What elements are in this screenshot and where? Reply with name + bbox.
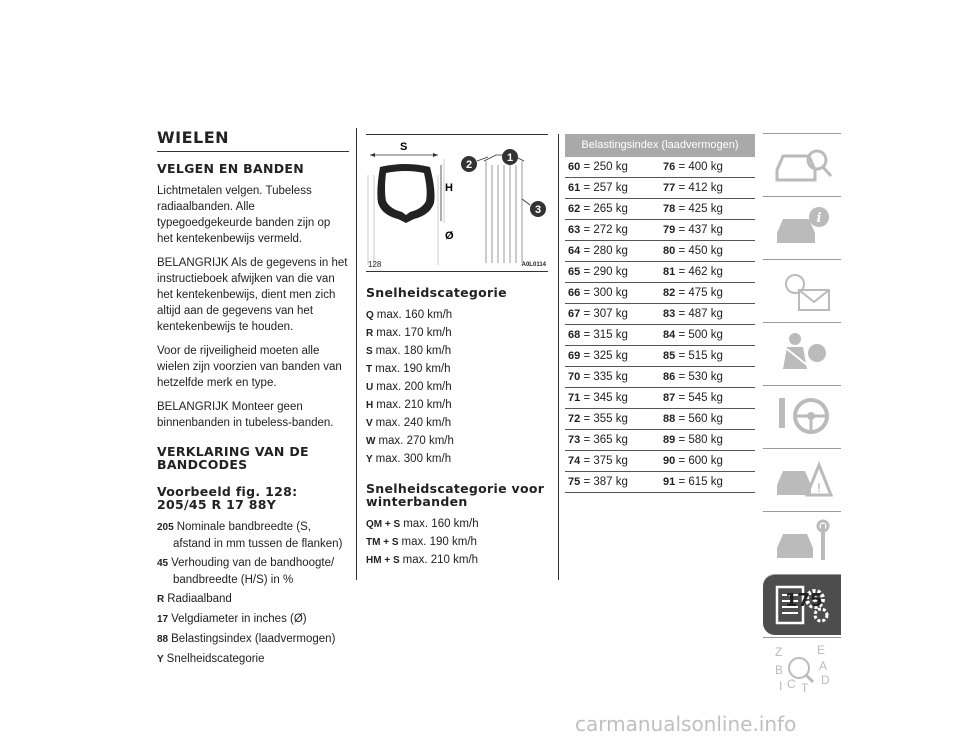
callout-2: 2 [465,159,473,171]
load-index: 79 [663,224,676,236]
load-index: 61 [568,182,581,194]
left-column [157,128,349,671]
label-diameter: Ø [445,230,454,242]
load-index: 70 [568,371,581,383]
car-search-icon [773,140,833,188]
speed-value: max. 300 km/h [375,453,452,465]
speed-value: max. 160 km/h [376,309,453,321]
table-cell [565,455,660,467]
load-index: 77 [663,182,676,194]
alphabetical-index-icon [773,644,833,692]
code-key: 88 [157,634,169,645]
table-cell [660,161,755,173]
load-value: = 300 kg [583,287,628,299]
tab-driving[interactable] [763,385,841,446]
load-index: 73 [568,434,581,446]
paragraph-rijveiligheid: Voor de rijveiligheid moeten alle wielen zijn voorzien van banden van hetzelfde merk en type. [157,345,342,389]
code-item [157,651,349,668]
load-index: 67 [568,308,581,320]
index-letter: I [779,679,783,692]
winter-speed-code: TM + S [366,537,399,548]
steering-wheel-icon [773,392,833,440]
load-index: 66 [568,287,581,299]
load-index: 72 [568,413,581,425]
load-value: = 530 kg [678,371,723,383]
index-letter: D [821,673,830,687]
figure-code: A0L0114 [521,262,546,268]
code-desc: Belastingsindex (laadvermogen) [171,633,336,645]
table-row [565,451,755,472]
table-cell [565,392,660,404]
load-index: 89 [663,434,676,446]
load-value: = 290 kg [583,266,628,278]
load-index: 78 [663,203,676,215]
load-index: 65 [568,266,581,278]
table-row [565,409,755,430]
table-row [565,346,755,367]
code-item [157,591,349,608]
winter-speed-value: max. 210 km/h [402,554,479,566]
table-cell [660,329,755,341]
speed-code: V [366,418,373,429]
load-value: = 355 kg [583,413,628,425]
table-cell [565,350,660,362]
load-value: = 580 kg [678,434,723,446]
load-index: 74 [568,455,581,467]
table-row [565,388,755,409]
table-cell [565,329,660,341]
table-body [565,157,755,493]
index-letter: E [817,644,826,657]
load-value: = 365 kg [583,434,628,446]
table-cell [565,266,660,278]
winter-speed-item [366,534,548,551]
table-row [565,304,755,325]
speed-code: H [366,400,374,411]
winter-speed-code: QM + S [366,519,401,530]
tab-car-search[interactable] [763,133,841,194]
chapter-tabs [763,133,841,700]
load-index: 86 [663,371,676,383]
speed-value: max. 200 km/h [376,381,452,393]
table-row [565,325,755,346]
table-cell [660,308,755,320]
table-cell [565,161,660,173]
load-index: 84 [663,329,676,341]
speed-item [366,343,548,360]
table-cell [660,371,755,383]
table-cell [565,245,660,257]
tab-warning-lights[interactable] [763,259,841,320]
speed-item [366,397,548,414]
load-index: 80 [663,245,676,257]
load-value: = 450 kg [678,245,723,257]
index-letter: A [819,659,828,673]
load-value: = 515 kg [678,350,723,362]
table-cell [565,413,660,425]
load-value: = 272 kg [583,224,628,236]
index-letter: B [775,663,784,677]
table-cell [660,287,755,299]
load-value: = 257 kg [583,182,628,194]
code-key: R [157,594,165,605]
code-key: 205 [157,522,174,533]
car-warning-triangle-icon [773,455,833,503]
load-value: = 560 kg [678,413,723,425]
load-index: 60 [568,161,581,173]
speed-item [366,379,548,396]
page-number: 175 [785,590,823,611]
speed-value: max. 270 km/h [378,435,454,447]
code-list [157,519,349,668]
table-row [565,241,755,262]
load-value: = 545 kg [678,392,723,404]
load-index: 88 [663,413,676,425]
winter-speed-list [366,516,548,569]
load-value: = 615 kg [678,476,723,488]
speed-item [366,415,548,432]
winter-speed-value: max. 190 km/h [401,536,477,548]
table-cell [660,434,755,446]
load-value: = 400 kg [678,161,723,173]
speed-code: R [366,328,374,339]
load-value: = 325 kg [583,350,628,362]
load-value: = 315 kg [583,329,628,341]
speed-value: max. 190 km/h [375,363,451,375]
paragraph-belangrijk-2: BELANGRIJK Monteer geen binnenbanden in tubeless-banden. [157,401,334,429]
table-cell [660,182,755,194]
table-row [565,430,755,451]
winter-speed-value: max. 160 km/h [403,518,479,530]
load-index: 71 [568,392,581,404]
table-cell [565,203,660,215]
load-value: = 335 kg [583,371,628,383]
load-value: = 250 kg [583,161,628,173]
table-row [565,220,755,241]
load-index: 90 [663,455,676,467]
load-value: = 475 kg [678,287,723,299]
table-cell [565,308,660,320]
speed-code: S [366,346,373,357]
speed-value: max. 180 km/h [375,345,452,357]
load-index: 91 [663,476,676,488]
table-cell [660,245,755,257]
paragraph-belangrijk-1: BELANGRIJK Als de gegevens in het instructieboek afwijken van die van het kentekenbewijs, dient men zich altijd aan de gegevens van het kentekenbewijs te houden. [157,257,348,333]
winter-speed-code: HM + S [366,555,400,566]
table-cell [565,434,660,446]
load-value: = 425 kg [678,203,723,215]
load-value: = 387 kg [583,476,628,488]
index-letter: Z [775,645,783,659]
table-cell [565,224,660,236]
load-value: = 265 kg [583,203,628,215]
speed-value: max. 210 km/h [376,399,452,411]
heading-velgen-banden: VELGEN EN BANDEN [157,161,304,176]
load-index: 85 [663,350,676,362]
load-value: = 375 kg [583,455,628,467]
figure-number: 128 [368,260,382,269]
winter-speed-item [366,552,548,569]
table-cell [565,371,660,383]
code-key: 45 [157,558,169,569]
label-s: S [400,141,408,153]
table-row [565,178,755,199]
code-desc: Velgdiameter in inches (Ø) [171,613,307,625]
svg-text:!: ! [817,481,821,495]
heading-voorbeeld: Voorbeeld fig. 128: 205/45 R 17 88Y [157,484,298,512]
table-cell [565,287,660,299]
speed-item [366,433,548,450]
tab-emergency[interactable] [763,448,841,509]
load-index: 62 [568,203,581,215]
load-index: 63 [568,224,581,236]
index-letter: C [787,677,796,691]
load-value: = 437 kg [678,224,723,236]
load-index: 64 [568,245,581,257]
code-desc: Snelheidscategorie [166,653,265,665]
callout-3: 3 [534,204,542,216]
speed-item [366,307,548,324]
load-value: = 462 kg [678,266,723,278]
heading-winterbanden: Snelheidscategorie voor winterbanden [366,481,545,509]
tab-index[interactable] [763,637,841,698]
load-index: 69 [568,350,581,362]
speed-value: max. 240 km/h [375,417,452,429]
tab-safety[interactable] [763,322,841,383]
table-cell [660,224,755,236]
load-value: = 307 kg [583,308,628,320]
code-desc: Radiaalband [167,593,232,605]
column-divider-1 [356,128,357,580]
column-divider-2 [558,134,559,580]
table-cell [660,413,755,425]
watermark: carmanualsonline.info [575,712,797,736]
index-letter: T [801,681,809,692]
section-title: WIELEN [157,128,349,152]
speed-code: W [366,436,376,447]
speed-item [366,325,548,342]
load-index: 75 [568,476,581,488]
load-index: 82 [663,287,676,299]
load-index: 81 [663,266,676,278]
speed-item [366,451,548,468]
winter-speed-item [366,516,548,533]
load-index: 76 [663,161,676,173]
table-cell [660,455,755,467]
table-cell [660,476,755,488]
car-wrench-icon [773,518,833,566]
label-h: H [445,182,453,194]
heading-verklaring: VERKLARING VAN DE BANDCODES [157,444,309,472]
table-row [565,472,755,493]
speed-item [366,361,548,378]
table-row [565,367,755,388]
code-desc: Nominale bandbreedte (S, afstand in mm tussen de flanken) [173,521,343,550]
load-index: 87 [663,392,676,404]
speed-code: T [366,364,373,375]
seatbelt-airbag-icon [773,329,833,377]
table-cell [565,182,660,194]
code-key: 17 [157,614,169,625]
table-cell [660,392,755,404]
code-desc: Verhouding van de bandhoogte/ bandbreedte (H/S) in % [171,557,335,586]
code-item [157,611,349,628]
speed-value: max. 170 km/h [376,327,452,339]
middle-column [366,134,548,570]
code-item [157,631,349,648]
table-cell [660,350,755,362]
table-row [565,283,755,304]
table-row [565,199,755,220]
load-value: = 280 kg [583,245,628,257]
speed-code: Q [366,310,374,321]
table-cell [660,266,755,278]
load-index: 68 [568,329,581,341]
load-index: 83 [663,308,676,320]
table-cell [565,476,660,488]
tab-maintenance[interactable] [763,511,841,572]
paragraph-velgen: Lichtmetalen velgen. Tubeless radiaalbanden. Alle typegoedgekeurde banden zijn op het kentekenbewijs vermeld. [157,185,331,245]
load-value: = 487 kg [678,308,723,320]
tab-car-info[interactable] [763,196,841,257]
tire-figure [366,134,548,272]
table-row [565,262,755,283]
svg-text:i: i [816,211,822,226]
callout-1: 1 [506,152,514,164]
table-row [565,157,755,178]
tire-diagram [366,135,548,271]
code-key: Y [157,654,164,665]
code-item [157,555,349,588]
speed-list [366,307,548,468]
load-index-table [565,134,755,493]
load-value: = 345 kg [583,392,628,404]
speed-code: Y [366,454,373,465]
table-cell [660,203,755,215]
speed-code: U [366,382,374,393]
load-value: = 600 kg [678,455,723,467]
table-header: Belastingsindex (laadvermogen) [565,134,755,157]
heading-snelheidscategorie: Snelheidscategorie [366,285,507,300]
load-value: = 500 kg [678,329,723,341]
tread-lines [486,161,522,263]
warning-light-mail-icon [773,266,833,314]
load-value: = 412 kg [678,182,723,194]
code-item [157,519,349,552]
car-info-icon [773,203,833,251]
